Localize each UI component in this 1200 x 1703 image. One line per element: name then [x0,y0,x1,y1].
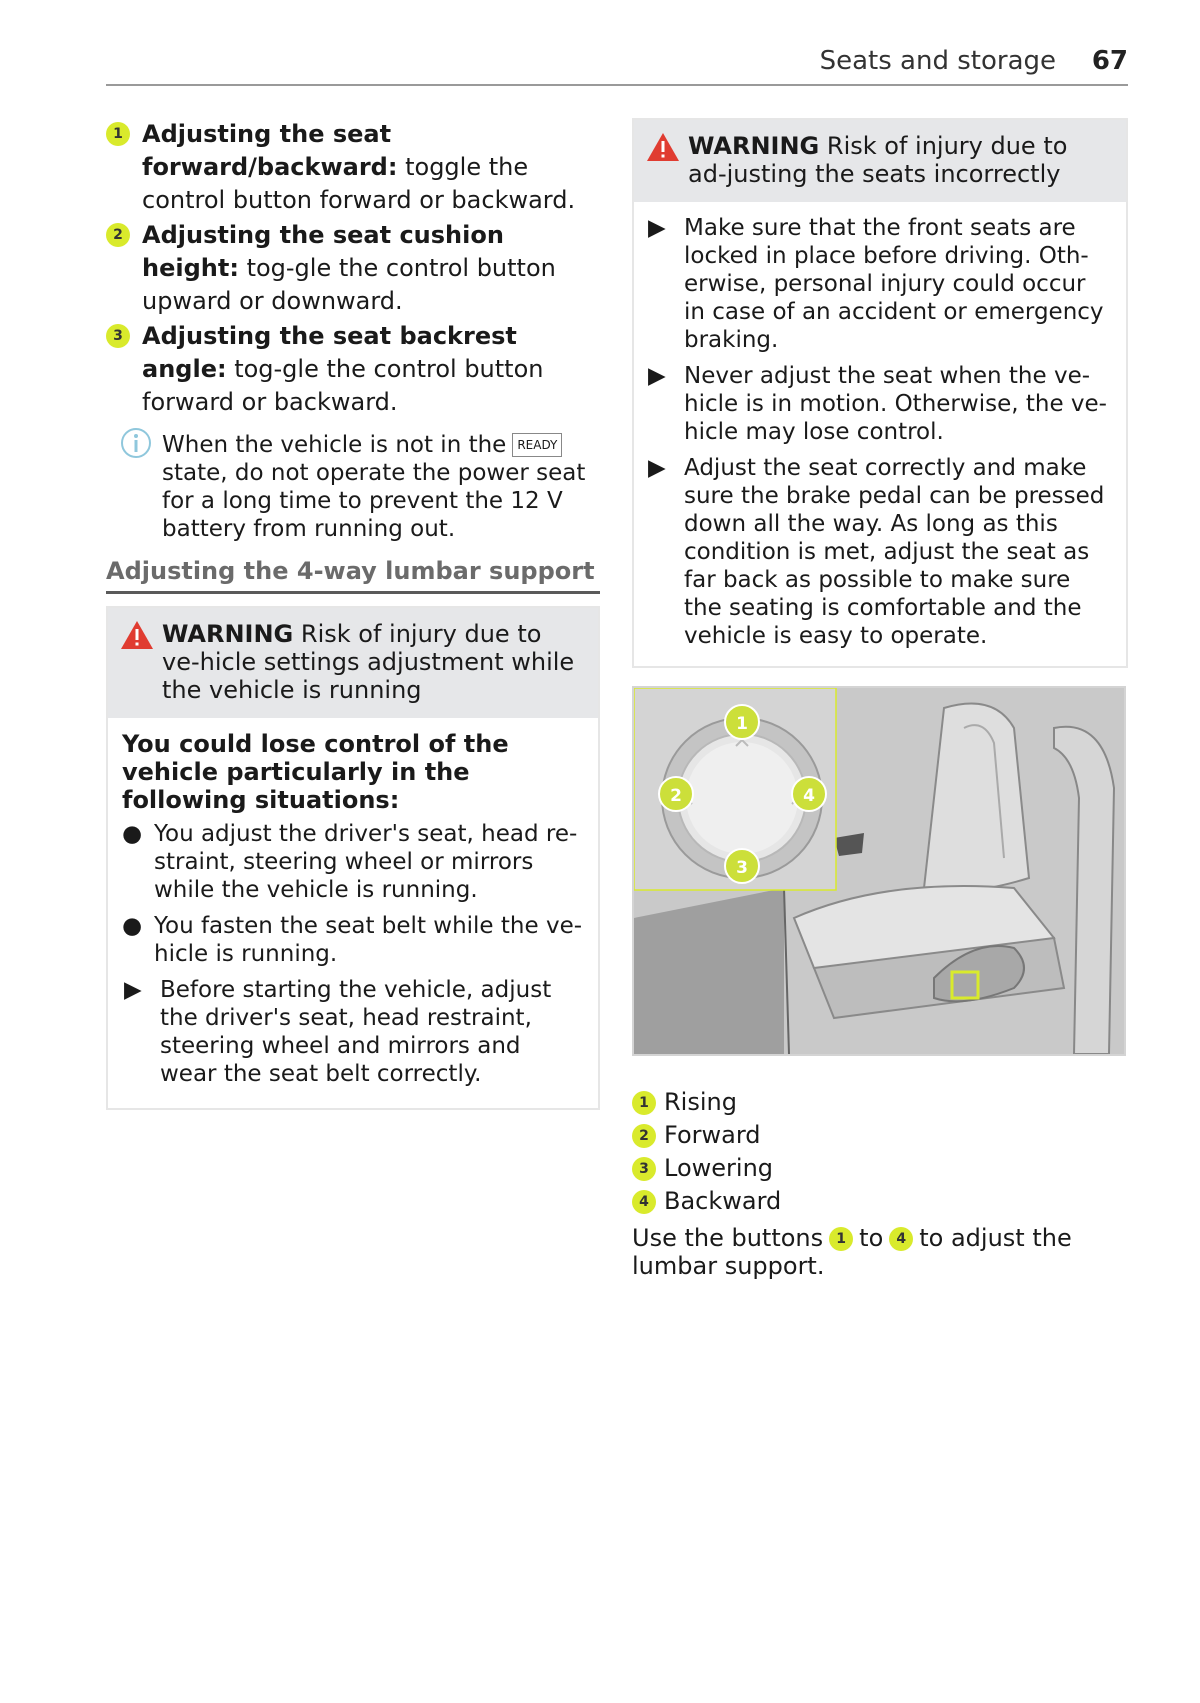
footer-text-after: to adjust the lumbar support. [632,1224,1072,1280]
instruction-text: Never adjust the seat when the ve-hicle is in motion. Otherwise, the ve-hicle may lose control. [684,363,1107,445]
warning-label: WARNING [688,132,820,160]
lumbar-support-figure [632,686,1126,1056]
section-title: Seats and storage [819,46,1056,76]
legend-label: Rising [664,1088,737,1116]
instruction-item [122,976,584,1088]
list-item-text: You adjust the driver's seat, head re-straint, steering wheel or mirrors while the vehicle is running. [154,821,578,903]
step-text: tog-gle the control button forward or backward. [142,355,544,416]
list-item-text: You fasten the seat belt while the ve-hicle is running. [154,913,583,967]
legend-label: Lowering [664,1154,774,1182]
seat-illustration [634,688,1124,1054]
step-number-badge: 1 [106,122,130,146]
footer-badge-to: 4 [889,1227,913,1251]
step-text: toggle the control button forward or backward. [142,153,576,214]
warning-box-vehicle-running [106,606,600,1110]
step-number-badge: 3 [106,324,130,348]
info-note [106,431,600,543]
instruction-item [646,362,1112,446]
triangle-arrow-icon: ▶ [124,977,142,1003]
warning-header [634,120,1126,202]
step-heading: Adjusting the seat backrest angle: [142,322,517,383]
warning-body [108,718,598,1108]
info-icon [120,427,152,466]
legend-number-badge: 1 [632,1091,656,1115]
step-item [106,118,600,217]
lumbar-section-heading: Adjusting the 4-way lumbar support [106,557,600,594]
legend-item [632,1152,1128,1185]
warning-triangle-icon [120,620,154,656]
bullet-icon: ● [122,913,143,939]
triangle-arrow-icon: ▶ [648,363,666,389]
legend-footer-text [632,1224,1128,1280]
legend-label: Forward [664,1121,761,1149]
callout-3 [725,849,759,883]
warning-title: Risk of injury due to ad-justing the seats incorrectly [688,132,1068,188]
step-item [106,320,600,419]
page-number: 67 [1091,46,1128,76]
footer-badge-from: 1 [829,1227,853,1251]
callout-1 [725,705,759,739]
page-header [106,40,1128,86]
left-column [106,118,600,1110]
footer-text-before: Use the buttons [632,1224,824,1252]
step-heading: Adjusting the seat cushion height: [142,221,504,282]
instruction-text: Adjust the seat correctly and make sure the brake pedal can be pressed down all the way. As long as this condition is met, adjust the seat as far back as possible to make sure the seating is comfortable and the vehicle is easy to operate. [684,455,1105,649]
ready-indicator-label: READY [512,433,562,457]
warning-box-seat-adjustment [632,118,1128,668]
svg-text:3: 3 [736,858,748,878]
figure-legend [632,1086,1128,1280]
instruction-item [646,454,1112,650]
legend-item [632,1119,1128,1152]
legend-item [632,1086,1128,1119]
instruction-item [646,214,1112,354]
warning-header [108,608,598,718]
svg-text:2: 2 [670,786,682,806]
step-text: tog-gle the control button upward or downward. [142,254,556,315]
warning-label: WARNING [162,620,294,648]
callout-4 [792,777,826,811]
note-text-before: When the vehicle is not in the [162,432,507,458]
lose-control-heading: You could lose control of the vehicle particularly in the following situations: [122,730,509,814]
step-number-badge: 2 [106,223,130,247]
legend-number-badge: 2 [632,1124,656,1148]
list-item [122,912,584,968]
legend-number-badge: 4 [632,1190,656,1214]
legend-number-badge: 3 [632,1157,656,1181]
instruction-text: Make sure that the front seats are locked in place before driving. Oth-erwise, personal injury could occur in case of an accident or emergency braking. [684,215,1104,353]
warning-body [634,202,1126,666]
warning-title: Risk of injury due to ve-hicle settings adjustment while the vehicle is running [162,620,575,704]
right-column [632,118,1128,1280]
warning-triangle-icon [646,132,680,168]
triangle-arrow-icon: ▶ [648,455,666,481]
triangle-arrow-icon: ▶ [648,215,666,241]
bullet-icon: ● [122,821,143,847]
instruction-text: Before starting the vehicle, adjust the driver's seat, head restraint, steering wheel and mirrors and wear the seat belt correctly. [160,977,552,1087]
note-text-after: state, do not operate the power seat for a long time to prevent the 12 V battery from running out. [162,460,586,542]
step-item [106,219,600,318]
legend-label: Backward [664,1187,782,1215]
legend-item [632,1185,1128,1218]
footer-text-middle: to [859,1224,884,1252]
svg-text:4: 4 [803,786,815,806]
list-item [122,820,584,904]
step-heading: Adjusting the seat forward/backward: [142,120,398,181]
callout-2 [659,777,693,811]
svg-text:1: 1 [736,714,748,734]
